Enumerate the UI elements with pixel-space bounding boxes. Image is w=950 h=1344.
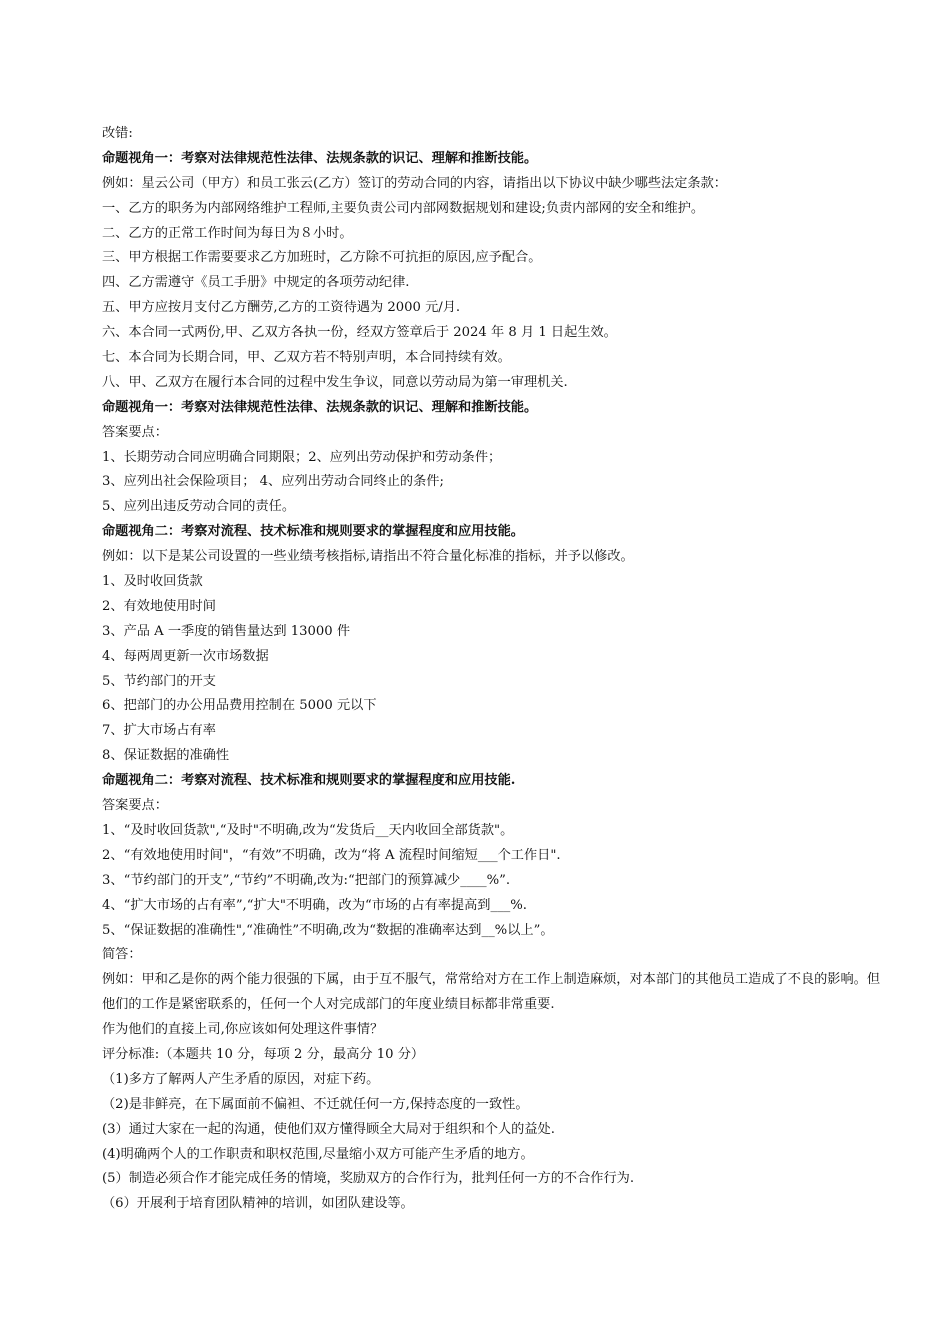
paragraph-line: 4、“扩大市场的占有率”,“扩大"不明确，改为“市场的占有率提高到___%. xyxy=(102,897,527,913)
paragraph-line: 七、本合同为长期合同，甲、乙双方若不特别声明，本合同持续有效。 xyxy=(102,350,511,366)
paragraph-line: 五、甲方应按月支付乙方酬劳,乙方的工资待遇为 2000 元/月. xyxy=(102,300,461,316)
paragraph-line: 1、及时收回货款 xyxy=(102,574,203,590)
paragraph-line: 3、“节约部门的开支”,“节约”不明确,改为:“把部门的预算减少____%”. xyxy=(102,872,511,888)
paragraph-line: 2、“有效地使用时间"，“有效”不明确，改为“将 A 流程时间缩短___个工作日". xyxy=(102,847,561,863)
paragraph-line: 3、应列出社会保险项目； 4、应列出劳动合同终止的条件; xyxy=(102,474,444,490)
paragraph-line: 例如：星云公司（甲方）和员工张云(乙方）签订的劳动合同的内容，请指出以下协议中缺少哪些法定条款： xyxy=(102,175,727,191)
paragraph-line: 八、甲、乙双方在履行本合同的过程中发生争议，同意以劳动局为第一审理机关. xyxy=(102,374,568,390)
paragraph-line: 作为他们的直接上司,你应该如何处理这件事情？ xyxy=(102,1022,384,1038)
paragraph-line: 1、长期劳动合同应明确合同期限；2、应列出劳动保护和劳动条件； xyxy=(102,449,502,465)
paragraph-line: 六、本合同一式两份,甲、乙双方各执一份，经双方签章后于 2024 年 8 月 1 日起生效。 xyxy=(102,325,617,341)
section-heading: 命题视角一：考察对法律规范性法律、法规条款的识记、理解和推断技能。 xyxy=(102,399,538,415)
paragraph-line: 二、乙方的正常工作时间为每日为８小时。 xyxy=(102,225,353,241)
section-heading: 命题视角一：考察对法律规范性法律、法规条款的识记、理解和推断技能。 xyxy=(102,150,538,166)
section-heading: 命题视角二：考察对流程、技术标准和规则要求的掌握程度和应用技能. xyxy=(102,773,516,789)
paragraph-line: 5、应列出违反劳动合同的责任。 xyxy=(102,499,296,515)
paragraph-line: 2、有效地使用时间 xyxy=(102,598,216,614)
paragraph-line: 6、把部门的办公用品费用控制在 5000 元以下 xyxy=(102,698,377,714)
paragraph-line: (5）制造必须合作才能完成任务的情境，奖励双方的合作行为，批判任何一方的不合作行为. xyxy=(102,1171,635,1187)
paragraph-line: 7、扩大市场占有率 xyxy=(102,723,216,739)
paragraph-line: （6）开展利于培育团队精神的培训，如团队建设等。 xyxy=(102,1196,414,1212)
paragraph-line: 8、保证数据的准确性 xyxy=(102,748,230,764)
paragraph-line: 例如：甲和乙是你的两个能力很强的下属，由于互不服气，常常给对方在工作上制造麻烦，对本部门的其他员工造成了不良的影响。但他们的工作是紧密联系的，任何一个人对完成部门的年度业绩目标都非常重要. xyxy=(102,972,881,1013)
paragraph-line: （2)是非鲜亮，在下属面前不偏袒、不迁就任何一方,保持态度的一致性。 xyxy=(102,1096,529,1112)
paragraph-line: 评分标准:（本题共 10 分，每项 2 分，最高分 10 分） xyxy=(102,1046,425,1062)
paragraph-line: 答案要点： xyxy=(102,424,168,440)
paragraph-line: 简答： xyxy=(102,947,142,963)
paragraph-line: (3）通过大家在一起的沟通，使他们双方懂得顾全大局对于组织和个人的益处. xyxy=(102,1121,555,1137)
paragraph-line: 3、产品 A 一季度的销售量达到 13000 件 xyxy=(102,623,351,639)
paragraph-line: 5、“保证数据的准确性",“准确性”不明确,改为“数据的准确率达到__%以上”。 xyxy=(102,922,554,938)
paragraph-line: 三、甲方根据工作需要要求乙方加班时，乙方除不可抗拒的原因,应予配合。 xyxy=(102,250,542,266)
paragraph-line: (4)明确两个人的工作职责和职权范围,尽量缩小双方可能产生矛盾的地方。 xyxy=(102,1146,534,1162)
paragraph-line: 1、“及时收回货款",“及时"不明确,改为“发货后__天内收回全部货款"。 xyxy=(102,822,514,838)
paragraph-line: 四、乙方需遵守《员工手册》中规定的各项劳动纪律. xyxy=(102,275,410,291)
paragraph-line: 答案要点： xyxy=(102,798,168,814)
paragraph-line: 4、每两周更新一次市场数据 xyxy=(102,648,269,664)
paragraph-line: （1)多方了解两人产生矛盾的原因，对症下药。 xyxy=(102,1071,380,1087)
paragraph-line: 例如：以下是某公司设置的一些业绩考核指标,请指出不符合量化标准的指标，并予以修改。 xyxy=(102,549,634,565)
section-heading: 命题视角二：考察对流程、技术标准和规则要求的掌握程度和应用技能。 xyxy=(102,524,524,540)
paragraph-line: 改错: xyxy=(102,126,133,141)
paragraph-line: 5、节约部门的开支 xyxy=(102,673,216,689)
paragraph-line: 一、乙方的职务为内部网络维护工程师,主要负责公司内部网数据规划和建设;负责内部网的安全和维护。 xyxy=(102,200,705,216)
